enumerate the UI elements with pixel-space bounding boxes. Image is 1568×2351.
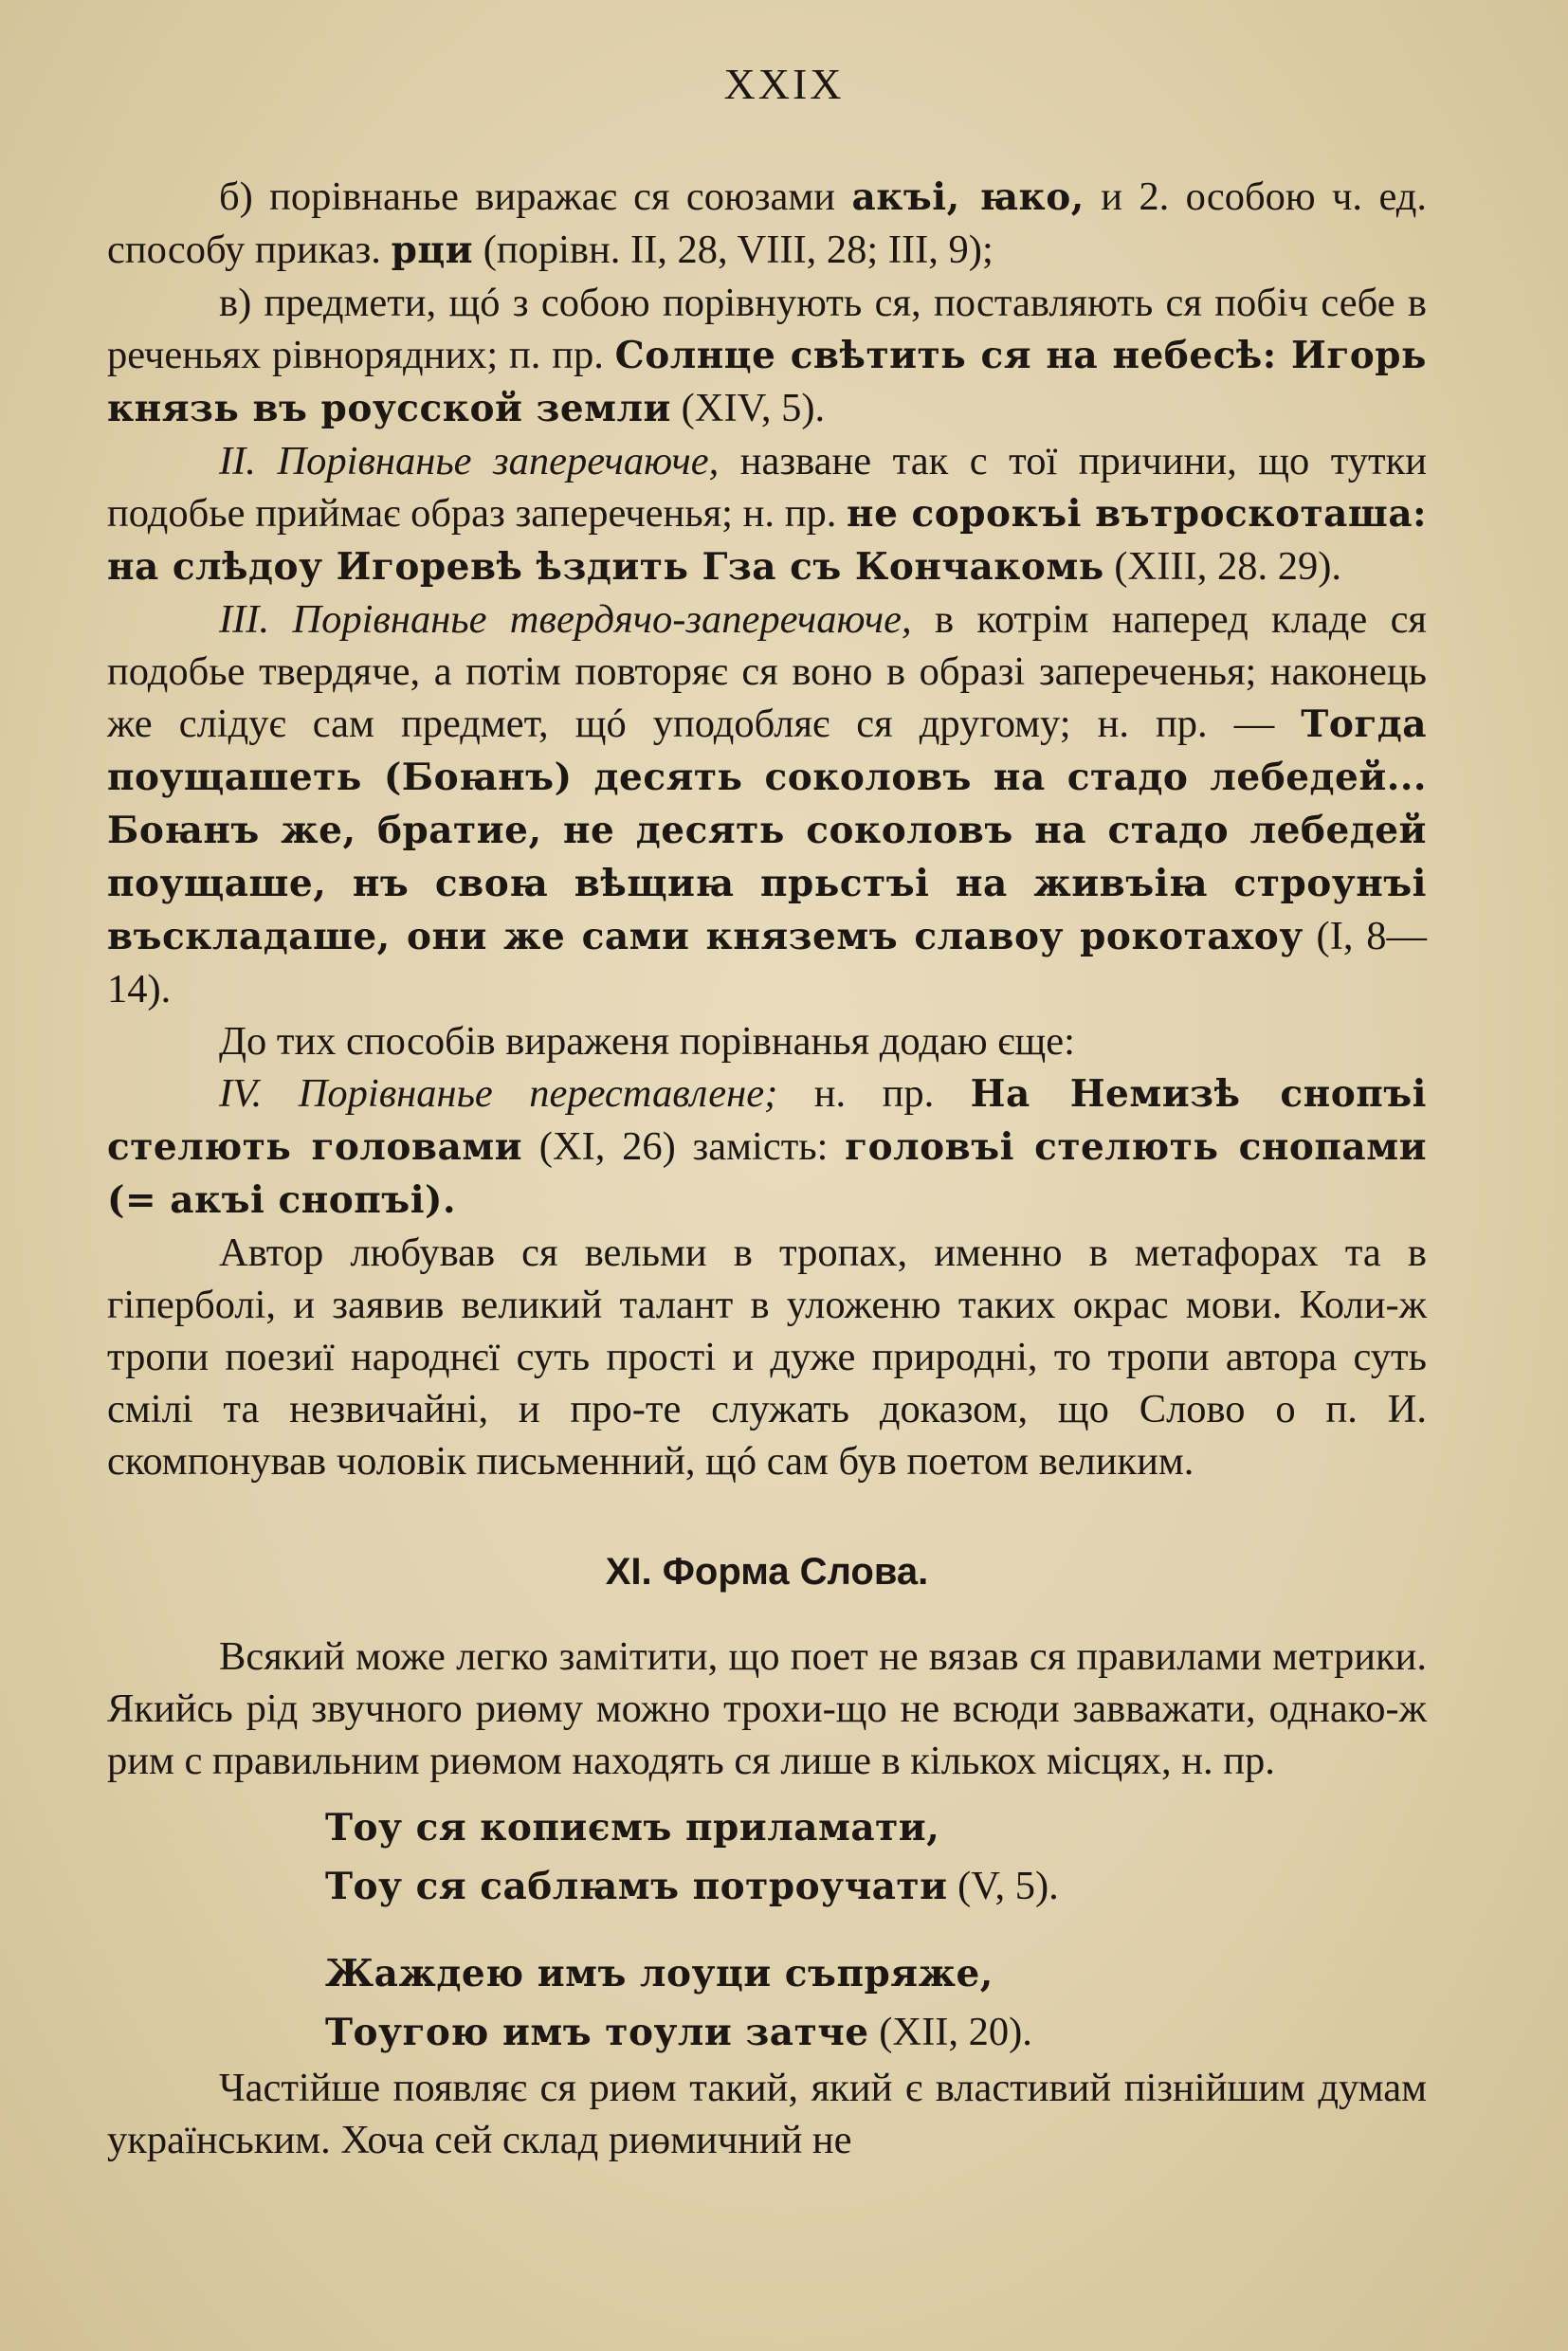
text-run: (XI, 26) замість: (522, 1124, 846, 1169)
paragraph-v (107, 277, 1427, 435)
old-slavonic-text: головъі стелють снопами (= акъі снопъі). (107, 1125, 1427, 1222)
old-slavonic-text: Тоугою имъ тоули затче (325, 2011, 869, 2054)
section-heading: XI. Форма Слова. (605, 1551, 929, 1593)
old-slavonic-text: Тогда поущашеть (Боꙗнъ) десять соколовъ на стадо лебедей... Боꙗнъ же, братие, не десять соколовъ на стадо лебедей поущаше, нъ своꙗ вѣщиꙗ прьстъі на живъіꙗ строунъі въскладаше, они же сами княземъ славоу рокотахоу (107, 702, 1427, 958)
page-number: XXIX (723, 60, 845, 108)
page-body (107, 171, 1427, 2166)
paragraph-iv (107, 1067, 1427, 1227)
text-run: назване так с тої причини, що тутки подобье приймає образ запереченья; н. пр. (107, 439, 1427, 536)
text-run: в) предмети, щó з собою порівнують ся, поставляють ся побіч себе в реченьях рівнорядних; п. пр. (107, 281, 1427, 377)
text-run: (XIII, 28. 29). (1103, 544, 1341, 589)
italic-term: IV. Порівнанье переставлене; (219, 1071, 778, 1116)
paragraph-iii (107, 593, 1427, 1015)
paragraph-b (107, 171, 1427, 277)
text-run: (порівн. II, 28, VIII, 28; III, 9); (473, 228, 994, 272)
verse-quote (325, 1944, 1427, 2062)
verse-line (325, 2003, 1427, 2062)
old-slavonic-text: акъі, ꙗко, (851, 175, 1085, 219)
text-run: (XIV, 5). (670, 386, 826, 430)
verse-line: Тоу ся копиємъ приламати, (325, 1806, 940, 1850)
italic-term: III. Порівнанье твердячо-заперечаюче, (219, 597, 912, 642)
text-run: н. пр. (777, 1071, 971, 1116)
spacer (107, 1916, 1427, 1933)
verse-reference: (V, 5). (947, 1864, 1059, 1908)
text-run: и 2. особою ч. ед. способу приказ. (107, 174, 1427, 272)
verse-line: Жаждею имъ лоуци съпряже, (325, 1952, 994, 1996)
verse-reference: (XII, 20). (868, 2010, 1032, 2054)
old-slavonic-text: Тоу ся саблꙗмъ потроучати (325, 1865, 948, 1908)
old-slavonic-text: Солнце свѣтить ся на небесѣ: Игорь князь въ роусской земли (107, 334, 1427, 430)
paragraph-ii (107, 435, 1427, 593)
verse-line (325, 1857, 1427, 1916)
paragraph-addition: До тих способів вираженя порівнанья додаю єще: (219, 1019, 1075, 1064)
old-slavonic-text: не сорокъі вътроскоташа: на слѣдоу Игоревѣ ѣздить Гза съ Кончакомь (107, 492, 1427, 589)
old-slavonic-text: рци (391, 228, 474, 272)
text-run: (I, 8—14). (107, 914, 1427, 1011)
verse-quote (325, 1798, 1427, 1916)
text-run: б) порівнанье виражає ся союзами (219, 174, 852, 219)
paragraph-rhyme: Частійше появляє ся риөм такий, який є властивий пізнійшим думам українським. Хоча сей склад риөмичний не (107, 2066, 1427, 2162)
paragraph-author: Автор любував ся вельми в тропах, именно в метафорах та в гіперболі, и заявив великий талант в уложеню таких окрас мови. Коли-ж тропи поезиї народнєї суть прості и дуже природні, то тропи автора суть смілі та незвичайні, и про-те служать доказом, що Слово о п. И. скомпонував чоловік письменний, щó сам був поетом великим. (107, 1230, 1427, 1484)
paragraph-form: Всякий може легко замітити, що поет не вязав ся правилами метрики. Якийсь рід звучного риөму можно трохи-що не всюди завважати, однако-ж рим с правильним риөмом находять ся лише в кількох місцях, н. пр. (107, 1634, 1427, 1783)
old-slavonic-text: На Немизѣ снопъі стелють головами (107, 1072, 1427, 1169)
text-run: в котрім наперед кладе ся подобье твердяче, а потім повторяє ся воно в образі запереченья; наконець же слідує сам предмет, щó уподобляє ся другому; н. пр. — (107, 597, 1427, 746)
italic-term: II. Порівнанье заперечаюче, (219, 439, 720, 483)
